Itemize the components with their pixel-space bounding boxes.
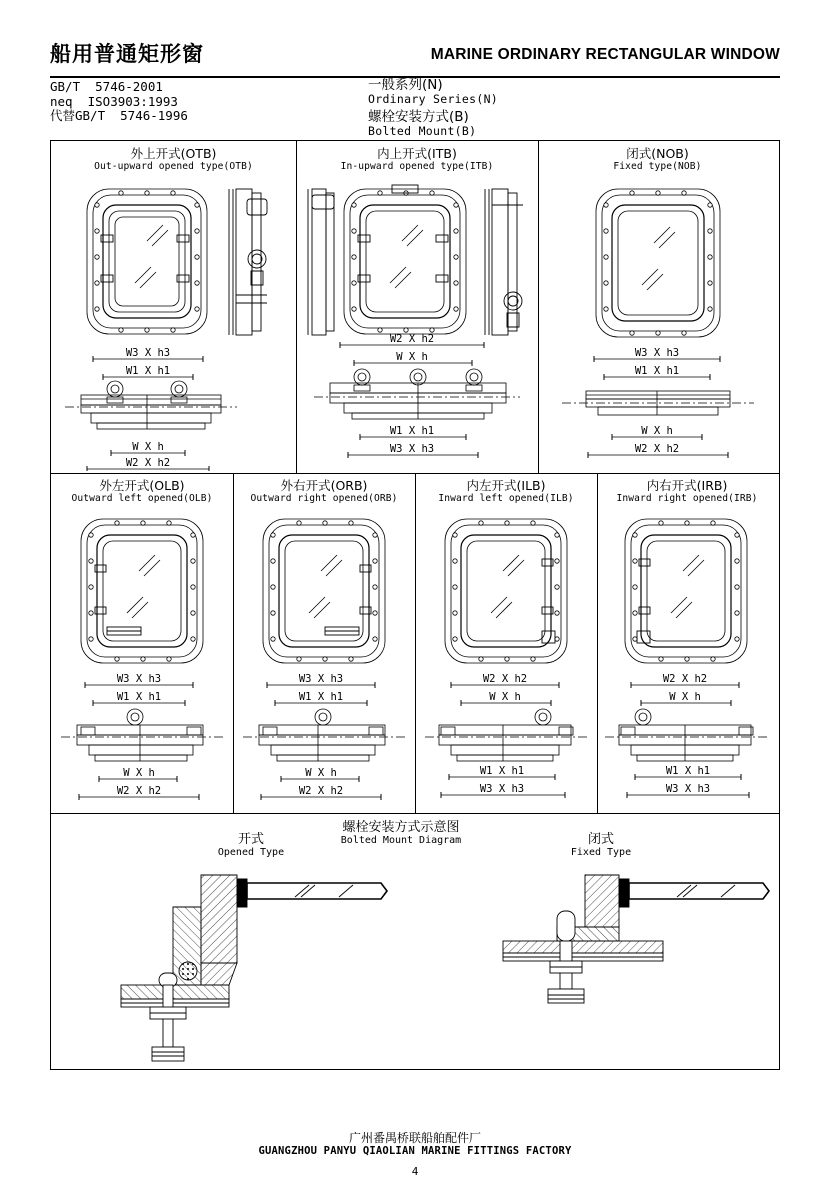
series-block (368, 78, 498, 138)
page-title-cn: 船用普通矩形窗 (50, 42, 204, 66)
caption-orb-en: Outward right opened(ORB) (250, 493, 398, 504)
fixed-type-label (521, 833, 681, 859)
caption-irb-en: Inward right opened(IRB) (616, 493, 758, 504)
svg-text:W X h: W X h (396, 351, 428, 363)
caption-otb-en: Out-upward opened type(OTB) (94, 161, 253, 172)
svg-text:W3 X h3: W3 X h3 (298, 673, 344, 685)
standard-line-1: GB/T 5746-2001 (50, 79, 163, 94)
svg-text:W1 X h1: W1 X h1 (389, 425, 435, 437)
svg-text:W3 X h3: W3 X h3 (479, 783, 525, 795)
mount-label-cn: 螺栓安装方式(B) (368, 109, 469, 125)
section-nob (538, 345, 777, 471)
fixed-type-label-en: Fixed Type (570, 847, 632, 858)
caption-nob (538, 147, 777, 173)
window-type-ilb (415, 473, 597, 813)
drawing-olb (51, 507, 233, 671)
svg-text:W1 X h1: W1 X h1 (298, 691, 344, 703)
window-type-nob (538, 141, 777, 473)
bolted-mount-title-en: Bolted Mount Diagram (340, 835, 462, 846)
standard-line-2: neq ISO3903:1993 (50, 93, 178, 109)
window-type-orb (233, 473, 415, 813)
drawing-sheet (50, 40, 780, 1178)
caption-irb (597, 479, 777, 505)
company-name-en: GUANGZHOU PANYU QIAOLIAN MARINE FITTINGS FACTORY (258, 1145, 572, 1157)
series-label-cn: 一般系列(N) (368, 77, 443, 93)
caption-itb (296, 147, 538, 173)
section-olb (51, 671, 233, 809)
caption-orb-cn: 外右开式(ORB) (280, 478, 368, 493)
svg-text:W2 X h2: W2 X h2 (389, 333, 435, 345)
svg-text:W2 X h2: W2 X h2 (482, 673, 528, 685)
svg-text:W X h: W X h (305, 767, 337, 779)
window-type-irb (597, 473, 777, 813)
page-title-en: MARINE ORDINARY RECTANGULAR WINDOW (430, 46, 780, 63)
caption-otb-cn: 外上开式(OTB) (130, 146, 217, 161)
drawing-ilb (415, 507, 597, 671)
caption-orb (233, 479, 415, 505)
svg-text:W1 X h1: W1 X h1 (479, 765, 525, 777)
bolted-mount-diagram (51, 813, 777, 1069)
series-label-en: Ordinary Series(N) (368, 92, 499, 106)
sub-header (50, 78, 780, 140)
company-name-cn: 广州番禺桥联船舶配件厂 (348, 1131, 481, 1145)
svg-text:W X h: W X h (132, 441, 164, 453)
svg-text:W X h: W X h (669, 691, 701, 703)
opened-type-label-en: Opened Type (217, 847, 285, 858)
standard-line-3: 代替GB/T 5746-1996 (50, 108, 188, 123)
section-orb (233, 671, 415, 809)
svg-text:W1 X h1: W1 X h1 (125, 365, 171, 377)
svg-text:W1 X h1: W1 X h1 (116, 691, 162, 703)
page-header (50, 40, 780, 78)
svg-text:W X h: W X h (641, 425, 673, 437)
svg-text:W2 X h2: W2 X h2 (634, 443, 680, 455)
svg-text:W3 X h3: W3 X h3 (125, 347, 171, 359)
caption-itb-en: In-upward opened type(ITB) (340, 161, 494, 172)
section-otb (51, 345, 296, 471)
caption-olb-en: Outward left opened(OLB) (71, 493, 213, 504)
mount-label-en: Bolted Mount(B) (368, 124, 477, 138)
svg-text:W X h: W X h (123, 767, 155, 779)
standard-block (50, 80, 188, 124)
drawing-orb (233, 507, 415, 671)
caption-olb (51, 479, 233, 505)
caption-nob-en: Fixed type(NOB) (613, 161, 702, 172)
caption-ilb (415, 479, 597, 505)
svg-text:W2 X h2: W2 X h2 (298, 785, 344, 797)
caption-ilb-en: Inward left opened(ILB) (438, 493, 574, 504)
caption-itb-cn: 内上开式(ITB) (377, 146, 457, 161)
caption-ilb-cn: 内左开式(ILB) (466, 478, 546, 493)
svg-text:W1 X h1: W1 X h1 (634, 365, 680, 377)
svg-text:W1 X h1: W1 X h1 (665, 765, 711, 777)
fixed-type-label-cn: 闭式 (587, 832, 614, 847)
caption-otb (51, 147, 296, 173)
section-irb (597, 671, 777, 809)
svg-text:W3 X h3: W3 X h3 (389, 443, 435, 455)
window-type-itb (296, 141, 538, 473)
drawing-irb (597, 507, 777, 671)
drawing-itb (296, 175, 538, 345)
section-ilb (415, 671, 597, 809)
section-itb (296, 331, 538, 471)
svg-text:W2 X h2: W2 X h2 (662, 673, 708, 685)
caption-olb-cn: 外左开式(OLB) (99, 478, 185, 493)
caption-nob-cn: 闭式(NOB) (626, 146, 689, 161)
drawing-nob (538, 175, 777, 345)
page-number: 4 (411, 1165, 419, 1178)
svg-text:W3 X h3: W3 X h3 (634, 347, 680, 359)
drawing-frame (50, 140, 780, 1070)
drawing-otb (51, 175, 296, 345)
bolted-mount-drawings (51, 867, 777, 1067)
svg-text:W3 X h3: W3 X h3 (665, 783, 711, 795)
company-footer (50, 1132, 780, 1158)
opened-type-label-cn: 开式 (237, 832, 264, 847)
svg-text:W X h: W X h (489, 691, 521, 703)
window-type-otb (51, 141, 296, 473)
caption-irb-cn: 内右开式(IRB) (646, 478, 728, 493)
opened-type-label (171, 833, 331, 859)
bolted-mount-title-cn: 螺栓安装方式示意图 (342, 820, 460, 835)
svg-text:W3 X h3: W3 X h3 (116, 673, 162, 685)
svg-text:W2 X h2: W2 X h2 (116, 785, 162, 797)
svg-text:W2 X h2: W2 X h2 (125, 457, 171, 469)
window-type-olb (51, 473, 233, 813)
